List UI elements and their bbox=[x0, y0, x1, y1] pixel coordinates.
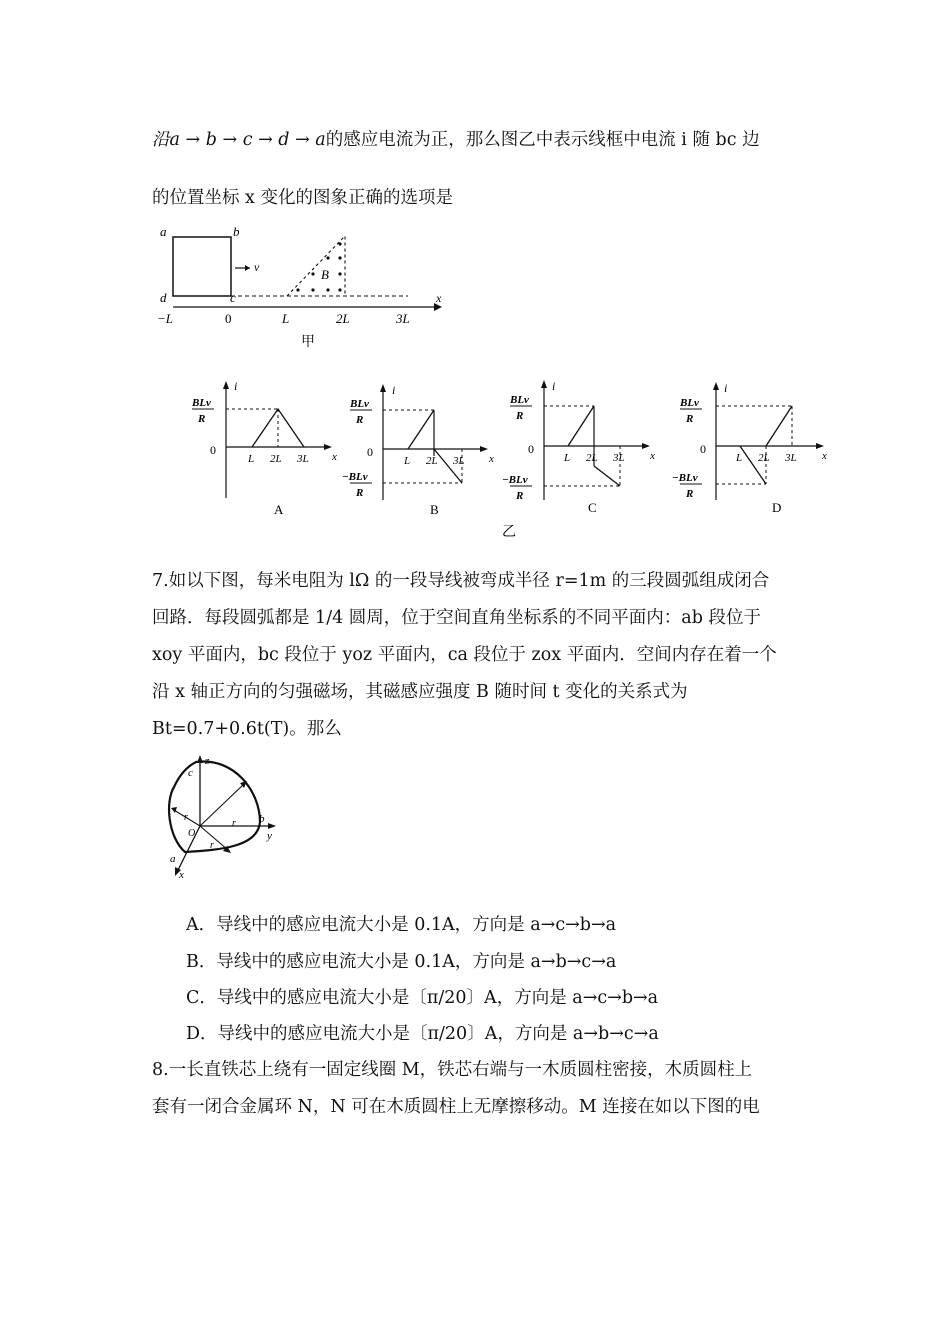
q7-option-C[interactable] bbox=[186, 990, 658, 1008]
tick-2L: 2L bbox=[336, 311, 350, 326]
graph-A-ymax-num: BLv bbox=[192, 397, 211, 409]
graph-C-option: C bbox=[588, 500, 597, 515]
q7-line-1: 7.如以下图，每米电阻为 lΩ 的一段导线被弯成半径 r=1m 的三段圆弧组成闭合 bbox=[152, 571, 770, 591]
graph-B-x-label: x bbox=[489, 453, 494, 465]
fig7-label-r2: r bbox=[232, 818, 236, 829]
tick-0: 0 bbox=[225, 311, 232, 326]
option-letter: A． bbox=[186, 915, 217, 935]
fig7-label-O: O bbox=[188, 828, 196, 839]
field-triangle bbox=[287, 236, 345, 296]
q7-line-3: xoy 平面内，bc 段位于 yoz 平面内，ca 段位于 zox 平面内．空间内存在着一个 bbox=[152, 645, 777, 665]
q7-line-5: Bt=0.7+0.6t(T)。那么 bbox=[152, 719, 342, 739]
q6-line-2: 的位置坐标 x 变化的图象正确的选项是 bbox=[152, 188, 453, 208]
q7-line-4: 沿 x 轴正方向的匀强磁场，其磁感应强度 B 随时间 t 变化的关系式为 bbox=[152, 682, 688, 702]
tick-3L: 3L bbox=[396, 311, 410, 326]
graph-B-option: B bbox=[430, 502, 439, 517]
graph-D-ymin-num: −BLv bbox=[672, 472, 698, 484]
graph-B-ymax-den: R bbox=[356, 414, 364, 426]
graph-C-y-label: i bbox=[552, 379, 556, 393]
radius-1 bbox=[200, 784, 244, 826]
option-letter: D． bbox=[186, 1024, 218, 1044]
figure-yi bbox=[186, 376, 836, 540]
fig7-label-x: x bbox=[179, 869, 184, 881]
q6-current-sequence: 沿a → b → c → d → a bbox=[152, 130, 326, 150]
graph-A bbox=[191, 379, 337, 517]
graph-C-ymax-num: BLv bbox=[510, 394, 529, 406]
q6-line-1-text: 的感应电流为正，那么图乙中表示线框中电流 i 随 bc 边 bbox=[325, 130, 760, 150]
graph-A-tick-3L: 3L bbox=[297, 453, 309, 465]
graph-D-x-label: x bbox=[822, 450, 827, 462]
option-text: 导线中的感应电流大小是 0.1A，方向是 a→b→c→a bbox=[216, 952, 617, 972]
option-text: 导线中的感应电流大小是〔π/20〕A，方向是 a→b→c→a bbox=[217, 1024, 659, 1044]
graph-B-tick-L: L bbox=[404, 455, 411, 467]
fig7-label-z: z bbox=[205, 755, 210, 767]
graph-B-ymax-num: BLv bbox=[350, 398, 369, 410]
graph-B-tick-3L: 3L bbox=[453, 455, 465, 467]
graph-C-ymin-num: −BLv bbox=[502, 474, 528, 486]
label-d: d bbox=[160, 290, 167, 305]
tick-L: L bbox=[282, 311, 290, 326]
label-c: c bbox=[230, 290, 236, 305]
graph-A-tick-2L: 2L bbox=[270, 453, 282, 465]
q8-line-1: 8.一长直铁芯上绕有一固定线圈 M，铁芯右端与一木质圆柱密接，木质圆柱上 bbox=[152, 1060, 753, 1080]
velocity-arrowhead bbox=[245, 265, 250, 271]
graph-C-curve-pos bbox=[568, 406, 594, 446]
graph-C-curve-neg bbox=[594, 466, 620, 486]
fig7-label-b: b bbox=[259, 813, 265, 825]
label-v: v bbox=[254, 260, 260, 274]
graph-D-tick-2L: 2L bbox=[758, 452, 770, 464]
label-b: b bbox=[233, 224, 240, 239]
graph-A-y-label: i bbox=[234, 379, 238, 393]
tick-neg-L: −L bbox=[157, 311, 174, 326]
graph-C-tick-3L: 3L bbox=[613, 452, 625, 464]
graph-D-tick-3L: 3L bbox=[785, 452, 797, 464]
label-a: a bbox=[160, 224, 167, 239]
graph-D bbox=[672, 381, 827, 515]
caption-jia: 甲 bbox=[301, 335, 315, 350]
graph-B-y-label: i bbox=[392, 383, 396, 397]
q8-line-2: 套有一闭合金属环 N，N 可在木质圆柱上无摩擦移动。M 连接在如以下图的电 bbox=[152, 1097, 760, 1117]
graph-A-tick-L: L bbox=[248, 453, 255, 465]
graph-C bbox=[502, 379, 655, 515]
fig7-label-r1: r bbox=[184, 812, 188, 823]
graph-D-y-label: i bbox=[724, 381, 728, 395]
option-letter: B． bbox=[186, 952, 217, 972]
graph-A-x-label: x bbox=[332, 451, 337, 463]
q6-line-1 bbox=[152, 132, 760, 150]
graph-B-curve-pos bbox=[408, 410, 434, 449]
fig7-label-y: y bbox=[267, 830, 272, 842]
fig7-label-r3: r bbox=[210, 840, 214, 851]
graph-A-ymax-den: R bbox=[198, 413, 206, 425]
x-axis-label: x bbox=[436, 291, 442, 305]
graph-B-ymin-den: R bbox=[356, 487, 364, 499]
q7-option-B[interactable] bbox=[186, 954, 616, 972]
caption-yi: 乙 bbox=[502, 525, 516, 540]
graph-C-tick-2L: 2L bbox=[586, 452, 598, 464]
graph-D-option: D bbox=[772, 500, 782, 515]
option-text: 导线中的感应电流大小是 0.1A，方向是 a→c→b→a bbox=[216, 915, 617, 935]
radius-3 bbox=[200, 826, 228, 850]
field-dots bbox=[296, 242, 341, 291]
label-B: B bbox=[321, 267, 329, 282]
q7-option-D[interactable] bbox=[186, 1026, 659, 1044]
graph-C-tick-L: L bbox=[564, 452, 571, 464]
graph-C-x-label: x bbox=[650, 450, 655, 462]
graph-A-origin: 0 bbox=[210, 443, 216, 457]
q7-option-A[interactable] bbox=[186, 917, 616, 935]
option-letter: C． bbox=[186, 988, 217, 1008]
graph-A-option: A bbox=[274, 502, 284, 517]
graph-B-origin: 0 bbox=[367, 445, 373, 459]
graph-D-ymax-num: BLv bbox=[680, 397, 699, 409]
graph-B-tick-2L: 2L bbox=[426, 455, 438, 467]
square-loop bbox=[173, 237, 231, 296]
graph-C-ymax-den: R bbox=[516, 410, 524, 422]
graph-C-origin: 0 bbox=[528, 442, 534, 456]
graph-B-ymin-num: −BLv bbox=[342, 471, 368, 483]
option-text: 导线中的感应电流大小是〔π/20〕A，方向是 a→c→b→a bbox=[216, 988, 659, 1008]
graph-D-origin: 0 bbox=[700, 442, 706, 456]
figure-q7-arcs bbox=[160, 752, 290, 882]
figure-jia bbox=[150, 222, 450, 350]
graph-D-tick-L: L bbox=[736, 452, 743, 464]
graph-D-ymax-den: R bbox=[686, 413, 694, 425]
graph-C-ymin-den: R bbox=[516, 490, 524, 502]
fig7-label-a: a bbox=[170, 853, 176, 865]
graph-D-curve-pos bbox=[766, 406, 792, 446]
graph-D-ymin-den: R bbox=[686, 488, 694, 500]
fig7-label-c: c bbox=[188, 767, 193, 779]
q7-line-2: 回路．每段圆弧都是 1/4 圆周，位于空间直角坐标系的不同平面内：ab 段位于 bbox=[152, 608, 761, 628]
graph-B bbox=[342, 383, 494, 517]
